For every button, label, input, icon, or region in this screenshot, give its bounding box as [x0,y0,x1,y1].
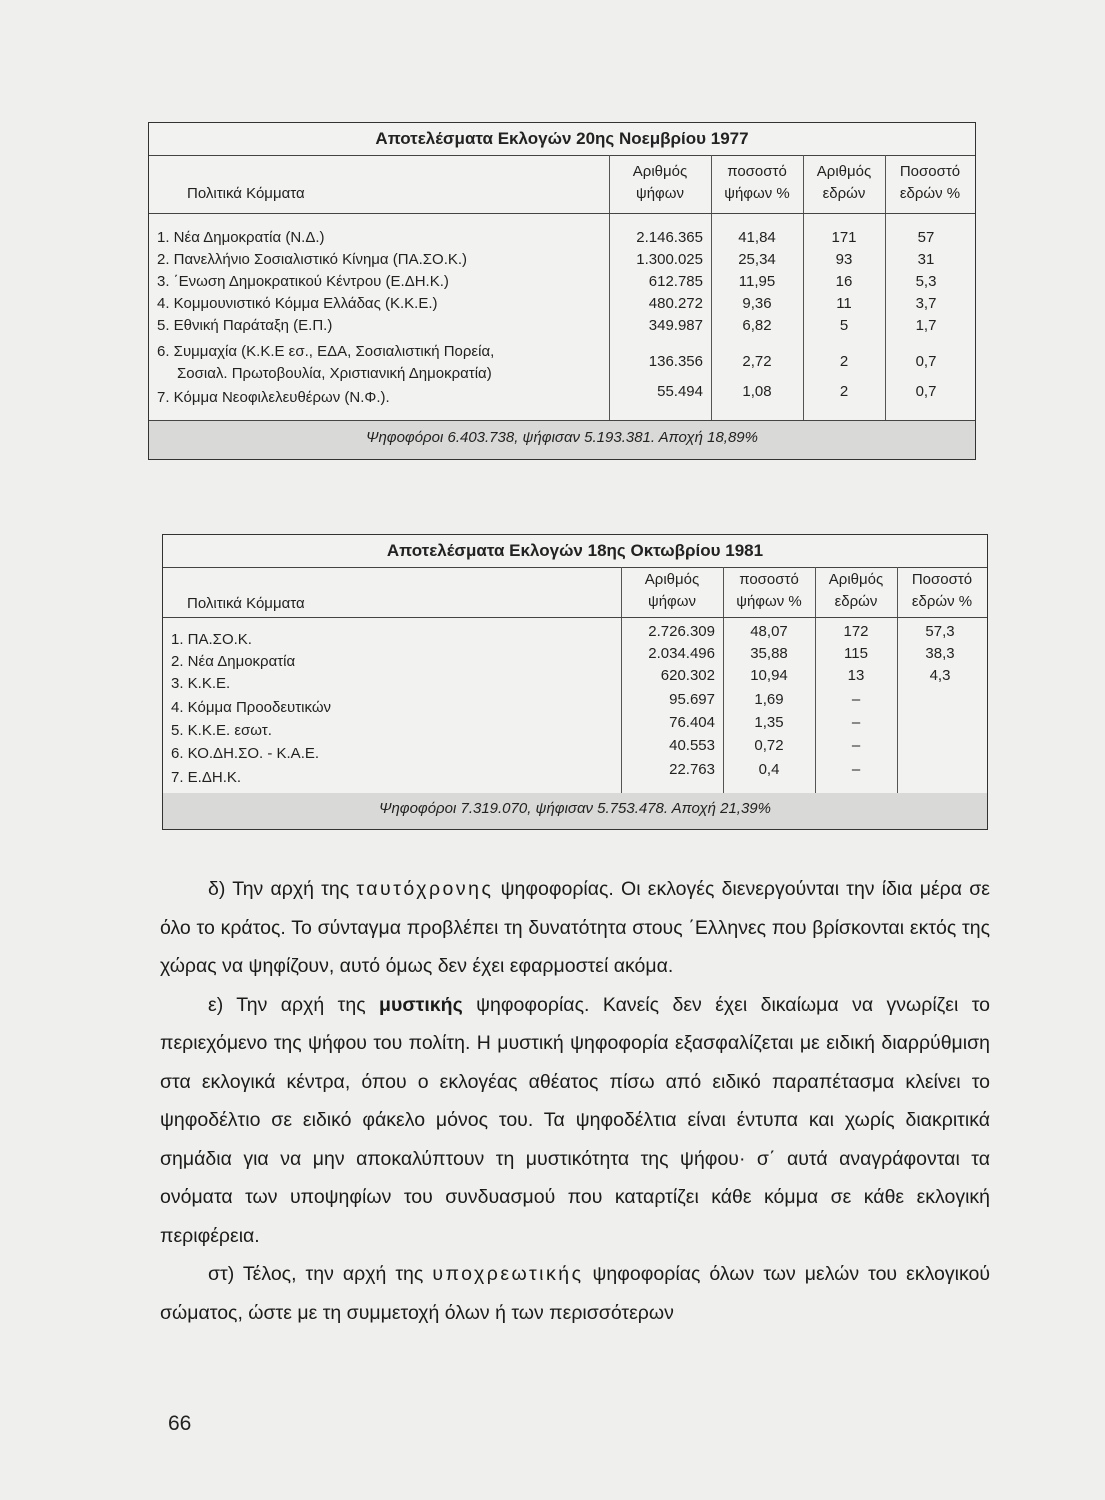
table-title: Αποτελέσματα Εκλογών 20ης Νοεμβρίου 1977 [375,129,749,148]
votes: 40.553 [669,737,715,754]
seats: 171 [831,229,857,246]
votes: 480.272 [648,295,703,312]
text-run: δ) Την αρχή της [208,878,357,900]
party-name: 5. Κ.Κ.Ε. εσωτ. [171,722,272,739]
party-name: 4. Κομμουνιστικό Κόμμα Ελλάδας (Κ.Κ.Ε.) [157,295,438,312]
party-name: 5. Εθνική Παράταξη (Ε.Π.) [157,317,333,334]
vote-pct: 10,94 [750,667,788,684]
table-row [163,714,987,739]
header-seats-pct [897,569,987,613]
vote-pct: 41,84 [738,229,776,246]
vote-pct: 0,4 [758,761,780,778]
party-name-cont: Σοσιαλ. Πρωτοβουλία, Χριστιανική Δημοκρατία) [177,365,492,382]
election-table-1977 [148,122,976,460]
body-text [160,870,990,1332]
seats: 11 [836,295,852,312]
table-footer: Ψηφοφόροι 6.403.738, ψήφισαν 5.193.381. Αποχή 18,89% [149,421,975,459]
party-name: 2. Πανελλήνιο Σοσιαλιστικό Κίνημα (ΠΑ.ΣΟ.Κ.) [157,251,468,268]
header-seats [815,569,897,613]
header-line: εδρών [834,593,878,610]
votes: 22.763 [669,761,715,778]
header-line: ψήφων [648,593,696,610]
votes: 2.034.496 [648,645,715,662]
party-name: 7. Ε.ΔΗ.Κ. [171,769,242,786]
seats-pct: 4,3 [929,667,951,684]
table-row [149,295,975,317]
party-name: 6. Συμμαχία (Κ.Κ.Ε εσ., ΕΔΑ, Σοσιαλιστική Πορεία, [157,343,495,360]
header-line: ψήφων % [724,185,790,202]
table-row [163,761,987,786]
party-name: 4. Κόμμα Προοδευτικών [171,699,332,716]
paragraph-e [160,986,990,1256]
seats-pct: 3,7 [915,295,937,312]
party-name: 7. Κόμμα Νεοφιλελευθέρων (Ν.Φ.). [157,389,390,406]
election-table-1981 [162,534,988,830]
vote-pct: 11,95 [738,273,776,290]
header-seats [803,161,885,205]
table-row [163,667,987,692]
seats: 13 [847,667,865,684]
vote-pct: 6,82 [742,317,772,334]
vote-pct: 48,07 [750,623,788,640]
table-title: Αποτελέσματα Εκλογών 18ης Οκτωβρίου 1981 [386,541,764,560]
seats-pct: 0,7 [915,383,937,400]
text-run: ψηφοφορίας. Οι εκλογές διενεργούνται την ίδια μέρα σε όλο το κράτος. Το σύνταγμα προβλέπει τη δυνατότητα στους ΄Ελληνες που βρίσκονται εκτός της χώρας να ψηφίζουν, αυτό όμως δεν έχει εφαρμοστεί ακόμα. [160,878,990,977]
vote-pct: 1,35 [754,714,784,731]
emphasis: μυστικής [379,993,463,1016]
divider [149,155,975,156]
header-line: ψήφων % [736,593,802,610]
seats: 172 [843,623,869,640]
vote-pct: 1,69 [754,691,784,708]
seats: 93 [835,251,853,268]
seats-pct: 38,3 [925,645,955,662]
header-line: Αριθμός [816,163,872,180]
table-row [163,645,987,670]
seats-pct: 31 [917,251,935,268]
votes: 76.404 [669,714,715,731]
table-row [149,229,975,251]
seats: 5 [839,317,849,334]
party-name: 3. ΄Ενωση Δημοκρατικού Κέντρου (Ε.ΔΗ.Κ.) [157,273,449,290]
votes: 2.146.365 [636,229,703,246]
seats: 2 [839,353,849,370]
table-row [149,343,975,382]
text-run: στ) Τέλος, την αρχή της [208,1263,433,1285]
text-run: ψηφοφορίας όλων των μελών του εκλογικού σώματος, ώστε με τη συμμετοχή όλων ή των περισσότερων [160,1263,990,1324]
votes: 612.785 [648,273,703,290]
header-line: εδρών % [899,185,961,202]
seats-pct: 0,7 [915,353,937,370]
header-line: ποσοστό [727,163,787,180]
emphasis: ταυτόχρονης [356,878,494,900]
header-pct [711,161,803,205]
header-votes [609,161,711,205]
votes: 95.697 [669,691,715,708]
table-row [149,383,975,411]
seats-pct: 1,7 [915,317,937,334]
header-line: εδρών [822,185,866,202]
header-line: Αριθμός [644,571,700,588]
seats-pct: 5,3 [915,273,937,290]
table-row [149,317,975,339]
divider [149,213,975,214]
paragraph-st [160,1255,990,1332]
votes: 55.494 [657,383,703,400]
header-line: Ποσοστό [911,571,973,588]
divider [163,567,987,568]
header-line: ψήφων [636,185,684,202]
votes: 1.300.025 [636,251,703,268]
page-number: 66 [168,1412,192,1435]
party-name: 3. Κ.Κ.Ε. [171,675,231,692]
table-row [163,737,987,762]
party-name: 6. ΚΟ.ΔΗ.ΣΟ. - Κ.Α.Ε. [171,745,320,762]
votes: 349.987 [648,317,703,334]
table-row [149,273,975,295]
table-footer: Ψηφοφόροι 7.319.070, ψήφισαν 5.753.478. Αποχή 21,39% [163,793,987,829]
table-row [163,623,987,648]
vote-pct: 25,34 [738,251,776,268]
seats: 115 [844,645,868,662]
seats: – [851,691,861,708]
text-run: ε) Την αρχή της [208,993,380,1016]
header-line: Ποσοστό [899,163,961,180]
vote-pct: 9,36 [742,295,772,312]
votes: 136.356 [648,353,703,370]
seats: – [851,761,861,778]
seats: 2 [839,383,849,400]
votes: 2.726.309 [648,623,715,640]
header-seats-pct [885,161,975,205]
vote-pct: 1,08 [742,383,772,400]
votes: 620.302 [660,667,715,684]
party-name: 1. ΠΑ.ΣΟ.Κ. [171,631,252,648]
header-pct [723,569,815,613]
emphasis: υποχρεωτικής [432,1263,584,1285]
header-party: Πολιτικά Κόμματα [187,595,305,612]
seats-pct: 57,3 [925,623,955,640]
party-name: 2. Νέα Δημοκρατία [171,653,296,670]
header-line: Αριθμός [828,571,884,588]
seats: – [851,737,861,754]
header-line: ποσοστό [739,571,799,588]
paragraph-d [160,870,990,986]
vote-pct: 35,88 [750,645,788,662]
header-line: εδρών % [911,593,973,610]
seats-pct: 57 [917,229,935,246]
divider [163,617,987,618]
table-row [149,251,975,273]
text-run: ψηφοφορίας. Κανείς δεν έχει δικαίωμα να γνωρίζει το περιεχόμενο της ψήφου του πολίτη. Η μυστική ψηφοφορία εξασφαλίζεται με ειδική διαρρύθμιση στα εκλογικά κέντρα, όπου ο εκλογέας αθέατος πίσω από ειδικό παραπέτασμα κλείνει το ψηφοδέλτιο σε ειδικό φάκελο μόνος του. Τα ψηφοδέλτια είναι έντυπα και χωρίς διακριτικά σημάδια για να μην αποκαλύπτουν τη μυστικότητα της ψήφου· σ΄ αυτά αναγράφονται τα ονόματα των υποψηφίων του συνδυασμού που καταρτίζει κάθε κόμμα σε κάθε εκλογική περιφέρεια. [160,993,990,1247]
seats: 16 [835,273,853,290]
header-line: Αριθμός [632,163,688,180]
vote-pct: 0,72 [754,737,784,754]
table-row [163,691,987,716]
header-party: Πολιτικά Κόμματα [187,185,305,202]
party-name: 1. Νέα Δημοκρατία (Ν.Δ.) [157,229,325,246]
seats: – [851,714,861,731]
header-votes [621,569,723,613]
vote-pct: 2,72 [742,353,772,370]
